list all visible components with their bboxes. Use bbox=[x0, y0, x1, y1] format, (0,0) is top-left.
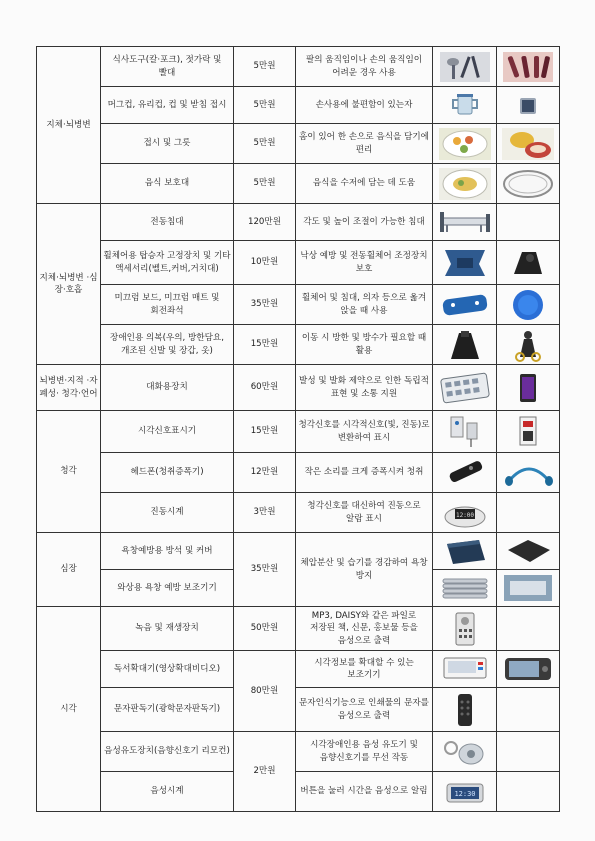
table-row bbox=[37, 164, 560, 204]
table-row bbox=[37, 651, 560, 688]
table-row bbox=[37, 87, 560, 124]
description-cell: 발성 및 발화 제약으로 인한 독립적 표현 및 소통 지원 bbox=[296, 365, 433, 411]
cushion-dark-icon bbox=[433, 533, 497, 570]
table-row bbox=[37, 285, 560, 325]
item-name: 머그컵, 유리컵, 컵 및 받침 접시 bbox=[101, 87, 234, 124]
item-name: 장애인용 의복(우의, 방한담요, 개조된 신발 및 장갑, 옷) bbox=[101, 325, 234, 365]
description-cell: 휠체어 및 침대, 의자 등으로 옮겨 앉을 때 사용 bbox=[296, 285, 433, 325]
table-row bbox=[37, 772, 560, 812]
two-handle-mug-icon bbox=[433, 87, 497, 124]
description-cell: 작은 소리를 크게 증폭시켜 청취 bbox=[296, 453, 433, 493]
item-name: 식사도구(칼·포크), 젓가락 및 빨대 bbox=[101, 47, 234, 87]
item-name: 헤드폰(청취증폭기) bbox=[101, 453, 234, 493]
item-name: 음성유도장치(음향신호기 리모컨) bbox=[101, 732, 234, 772]
price-cell: 2만원 bbox=[234, 732, 296, 812]
device-price-table bbox=[36, 46, 560, 812]
table-row bbox=[37, 732, 560, 772]
item-name: 시각신호표시기 bbox=[101, 411, 234, 453]
price-cell: 35만원 bbox=[234, 533, 296, 607]
description-cell: 청각신호를 시각적신호(빛, 진동)로 변환하여 표시 bbox=[296, 411, 433, 453]
description-cell: 시각정보를 확대할 수 있는 보조기기 bbox=[296, 651, 433, 688]
item-name: 독서확대기(영상확대비디오) bbox=[101, 651, 234, 688]
air-mattress-icon bbox=[433, 570, 497, 607]
item-name: 전동침대 bbox=[101, 204, 234, 241]
bone-headphone-icon bbox=[497, 453, 560, 493]
divided-plate-icon bbox=[433, 124, 497, 164]
price-cell: 60만원 bbox=[234, 365, 296, 411]
empty-image-cell bbox=[497, 493, 560, 533]
tablet-icon bbox=[497, 365, 560, 411]
empty-image-cell bbox=[497, 732, 560, 772]
table-row bbox=[37, 688, 560, 732]
description-cell: 시각장애인용 음성 유도기 및 음향신호기를 무선 작동 bbox=[296, 732, 433, 772]
table-row bbox=[37, 411, 560, 453]
category-cell: 지체·뇌병변 ·심장·호흡 bbox=[37, 204, 101, 365]
category-cell: 청각 bbox=[37, 411, 101, 533]
item-name: 음성시계 bbox=[101, 772, 234, 812]
category-cell: 지체·뇌병변 bbox=[37, 47, 101, 204]
item-name: 녹음 및 재생장치 bbox=[101, 607, 234, 651]
talking-clock-icon bbox=[433, 772, 497, 812]
description-cell: 이동 시 방한 및 방수가 필요할 때 활용 bbox=[296, 325, 433, 365]
scoop-bowl-icon bbox=[497, 124, 560, 164]
transfer-board-icon bbox=[433, 285, 497, 325]
aac-keypad-icon bbox=[433, 365, 497, 411]
ocr-remote-icon bbox=[433, 688, 497, 732]
table-row bbox=[37, 493, 560, 533]
item-name: 휠체어용 탑승자 고정장치 및 기타 액세서리(벨트,커버,거치대) bbox=[101, 241, 234, 285]
price-cell: 15만원 bbox=[234, 325, 296, 365]
joystick-cover-icon bbox=[497, 241, 560, 285]
price-cell: 50만원 bbox=[234, 607, 296, 651]
cup-icon bbox=[497, 87, 560, 124]
category-cell: 뇌병변·지적 ·자폐성· 청각·언어 bbox=[37, 365, 101, 411]
price-cell: 3만원 bbox=[234, 493, 296, 533]
amplifier-remote-icon bbox=[433, 453, 497, 493]
cushion-black-icon bbox=[497, 533, 560, 570]
table-row bbox=[37, 607, 560, 651]
table-row bbox=[37, 325, 560, 365]
price-cell: 5만원 bbox=[234, 47, 296, 87]
price-cell: 80만원 bbox=[234, 651, 296, 732]
wheelchair-cover-icon bbox=[497, 325, 560, 365]
table-row bbox=[37, 241, 560, 285]
empty-image-cell bbox=[497, 688, 560, 732]
item-name: 욕창예방용 방석 및 커버 bbox=[101, 533, 234, 570]
adaptive-cutlery-icon bbox=[497, 47, 560, 87]
description-cell: 팔의 움직임이나 손의 움직임이 어려운 경우 사용 bbox=[296, 47, 433, 87]
description-cell: MP3, DAISY와 같은 파일로 저장된 책, 신문, 홍보물 등을 음성으로 출력 bbox=[296, 607, 433, 651]
category-cell: 시각 bbox=[37, 607, 101, 812]
table-row bbox=[37, 365, 560, 411]
price-cell: 15만원 bbox=[234, 411, 296, 453]
price-cell: 5만원 bbox=[234, 87, 296, 124]
item-name: 접시 및 그릇 bbox=[101, 124, 234, 164]
bed-mattress-icon bbox=[497, 570, 560, 607]
item-name: 와상용 욕창 예방 보조기기 bbox=[101, 570, 234, 607]
svg-text:12:30: 12:30 bbox=[453, 789, 476, 798]
item-name: 대화용장치 bbox=[101, 365, 234, 411]
price-cell: 10만원 bbox=[234, 241, 296, 285]
price-cell: 35만원 bbox=[234, 285, 296, 325]
table-row bbox=[37, 453, 560, 493]
key-fob-remote-icon bbox=[433, 732, 497, 772]
daisy-player-icon bbox=[433, 607, 497, 651]
description-cell: 홈이 있어 한 손으로 음식을 담기에 편리 bbox=[296, 124, 433, 164]
price-cell: 5만원 bbox=[234, 164, 296, 204]
description-cell: 낙상 예방 및 전동휠체어 조정장치 보호 bbox=[296, 241, 433, 285]
table-row bbox=[37, 47, 560, 87]
rotating-disc-icon bbox=[497, 285, 560, 325]
description-cell: 음식을 수저에 담는 데 도움 bbox=[296, 164, 433, 204]
description-cell: 청각신호를 대신하여 진동으로 알람 표시 bbox=[296, 493, 433, 533]
video-magnifier-icon bbox=[433, 651, 497, 688]
table-row bbox=[37, 533, 560, 570]
svg-text:12:00: 12:00 bbox=[455, 511, 474, 519]
description-cell: 체압분산 및 습기를 경감하여 욕창 방지 bbox=[296, 533, 433, 607]
description-cell: 각도 및 높이 조절이 가능한 침대 bbox=[296, 204, 433, 241]
table-row bbox=[37, 204, 560, 241]
plate-guard-ring-icon bbox=[497, 164, 560, 204]
wheelchair-poncho-icon bbox=[433, 325, 497, 365]
price-cell: 12만원 bbox=[234, 453, 296, 493]
plate-with-food-icon bbox=[433, 164, 497, 204]
price-cell: 120만원 bbox=[234, 204, 296, 241]
price-cell: 5만원 bbox=[234, 124, 296, 164]
item-name: 음식 보호대 bbox=[101, 164, 234, 204]
empty-image-cell bbox=[497, 204, 560, 241]
description-cell: 손사용에 불편함이 있는자 bbox=[296, 87, 433, 124]
description-cell: 버튼을 눌러 시간을 음성으로 알림 bbox=[296, 772, 433, 812]
utensils-set-icon bbox=[433, 47, 497, 87]
vibrating-clock-icon bbox=[433, 493, 497, 533]
empty-image-cell bbox=[497, 607, 560, 651]
harness-icon bbox=[433, 241, 497, 285]
signal-receiver-icon bbox=[433, 411, 497, 453]
table-row bbox=[37, 124, 560, 164]
signal-display-icon bbox=[497, 411, 560, 453]
description-cell: 문자인식기능으로 인쇄물의 문자를 음성으로 출력 bbox=[296, 688, 433, 732]
item-name: 진동시계 bbox=[101, 493, 234, 533]
category-cell: 심장 bbox=[37, 533, 101, 607]
item-name: 문자판독기(광학문자판독기) bbox=[101, 688, 234, 732]
handheld-magnifier-icon bbox=[497, 651, 560, 688]
item-name: 미끄럼 보드, 미끄럼 매트 및 회전좌석 bbox=[101, 285, 234, 325]
electric-bed-icon bbox=[433, 204, 497, 241]
empty-image-cell bbox=[497, 772, 560, 812]
